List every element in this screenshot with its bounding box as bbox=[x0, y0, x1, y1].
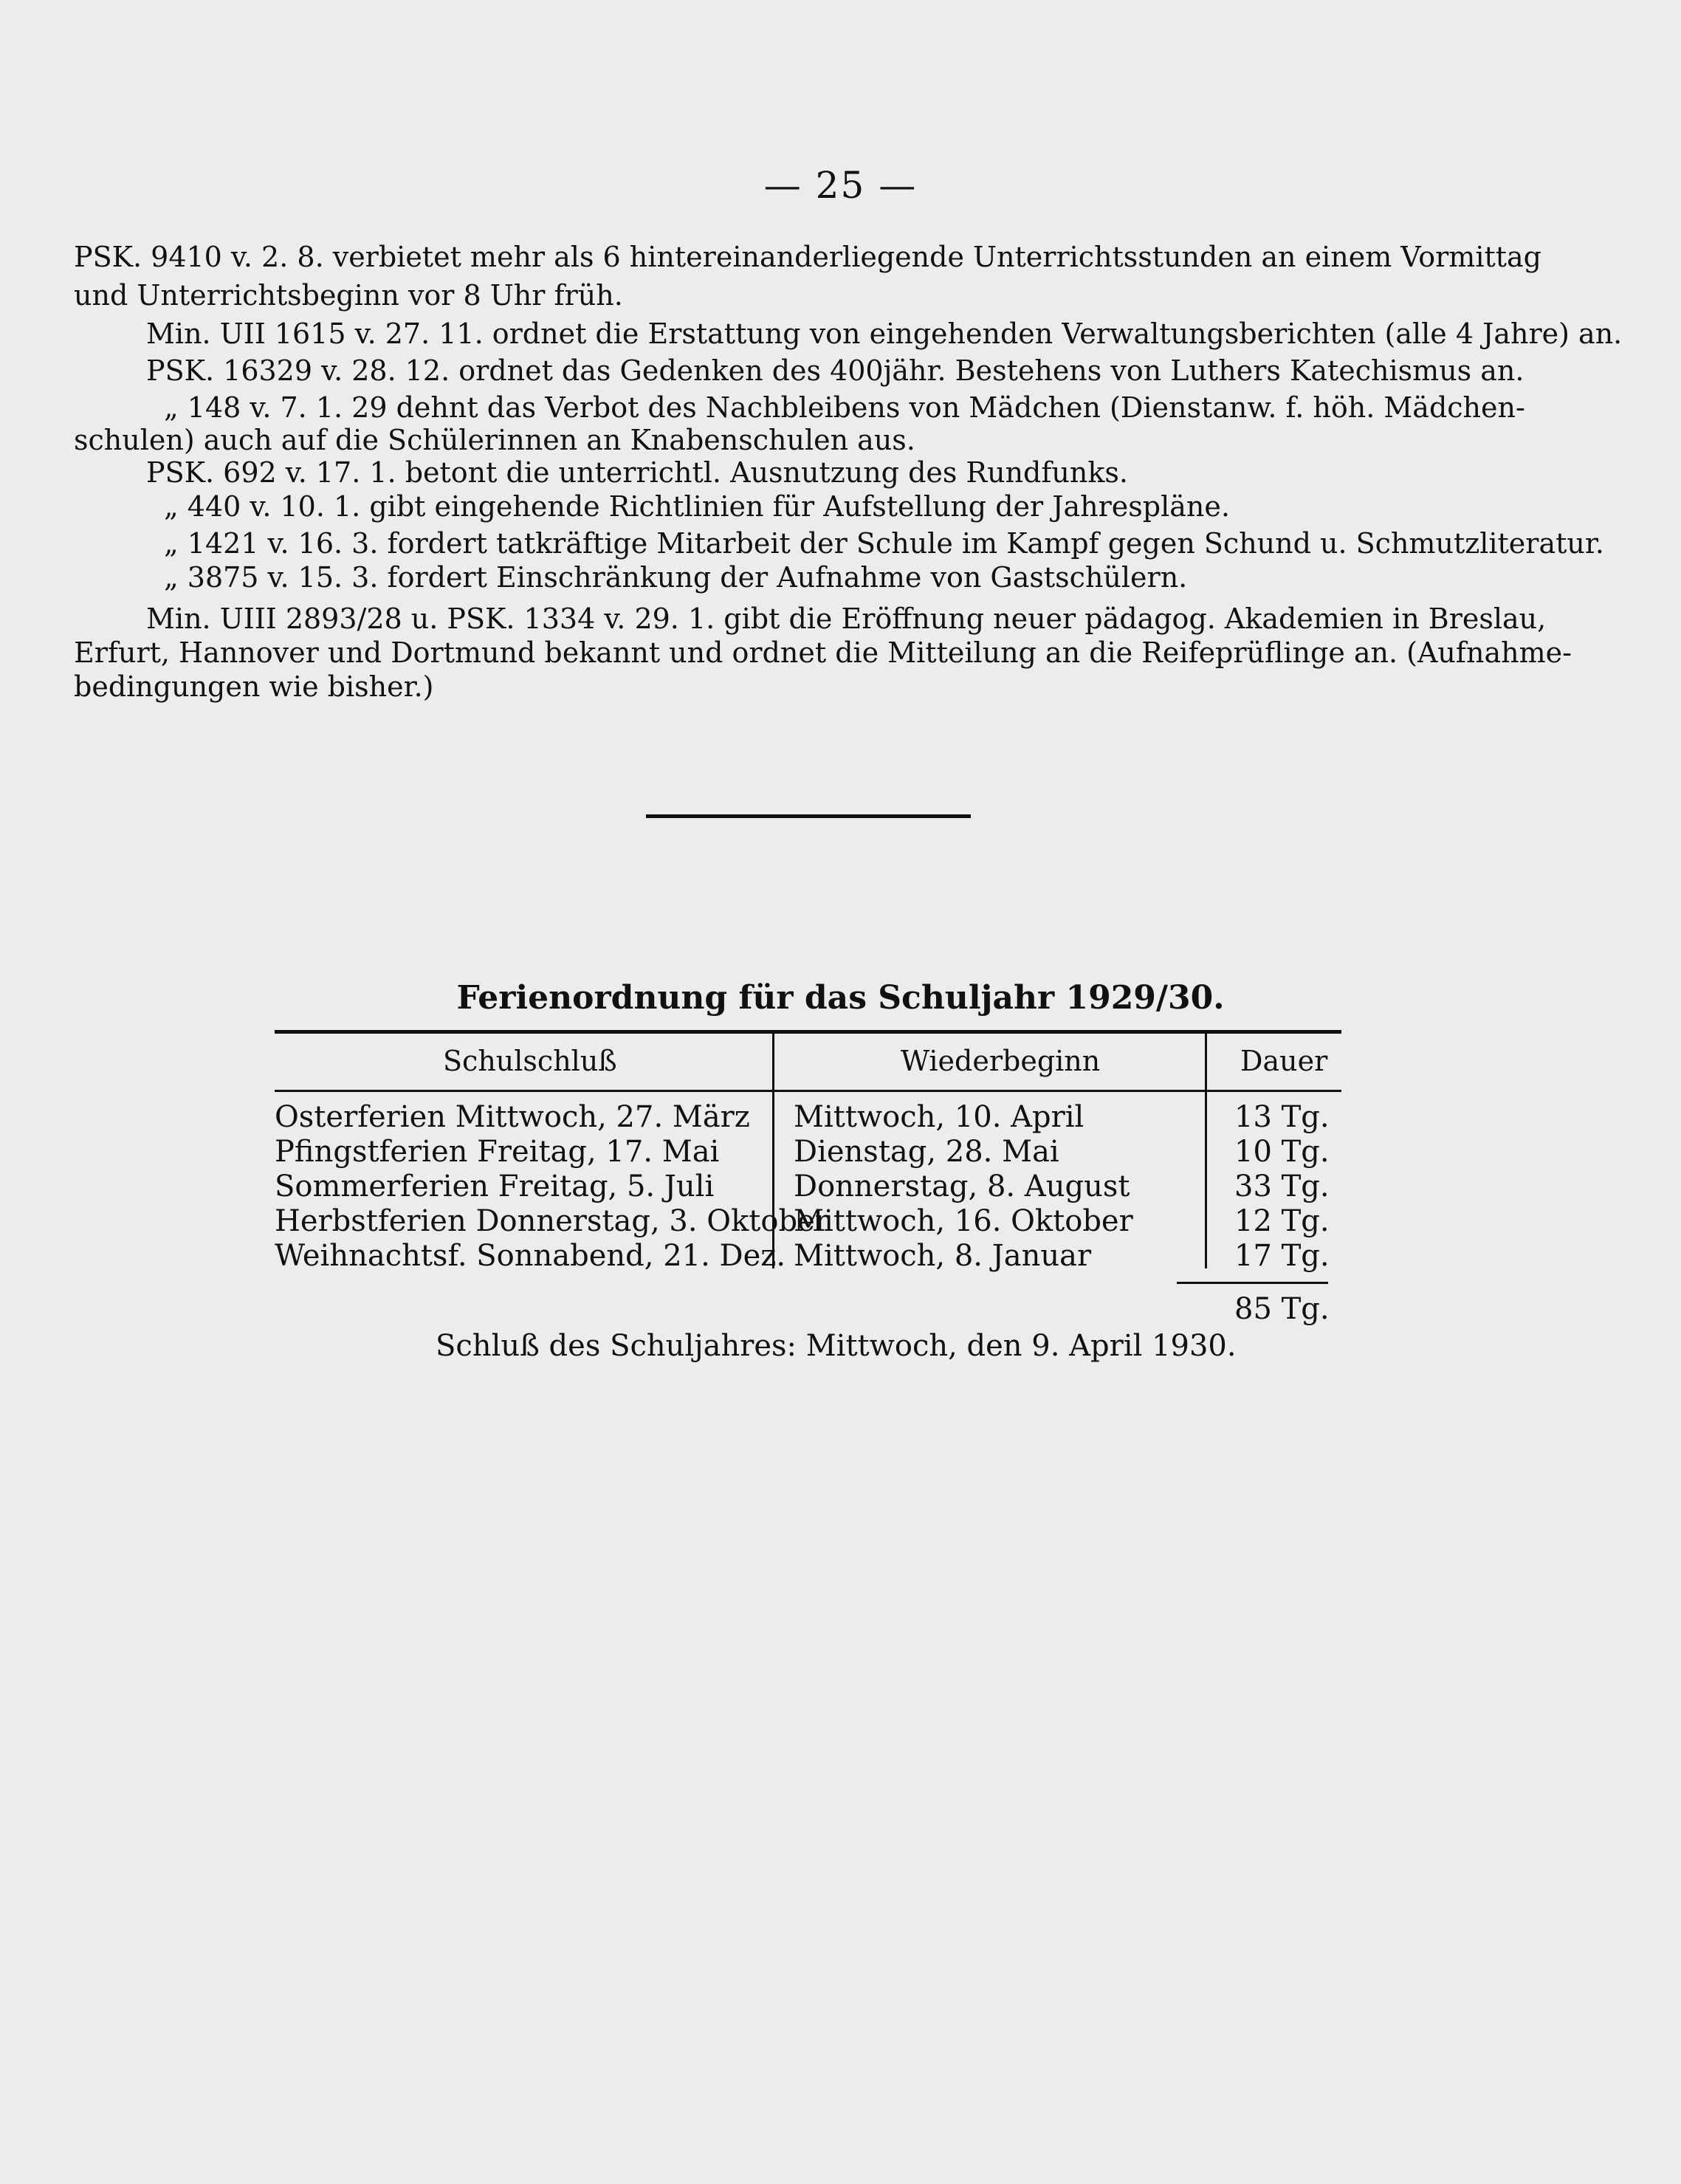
holiday-restart: Mittwoch, 10. April bbox=[794, 1100, 1084, 1134]
paragraph-line: Erfurt, Hannover und Dortmund bekannt und ordnet die Mitteilung an die Reifeprüflinge an. (Aufnahme- bbox=[74, 636, 1572, 669]
table-row bbox=[275, 1204, 829, 1238]
holiday-end: Freitag, 5. Juli bbox=[498, 1170, 715, 1203]
holiday-duration: 33 Tg. bbox=[1234, 1170, 1330, 1203]
paragraph-line: schulen) auch auf die Schülerinnen an Knabenschulen aus. bbox=[74, 424, 915, 456]
table-row bbox=[275, 1170, 714, 1203]
holiday-restart: Donnerstag, 8. August bbox=[794, 1170, 1130, 1203]
page-number: — 25 — bbox=[763, 164, 918, 207]
header-wiederbeginn: Wiederbeginn bbox=[901, 1045, 1101, 1077]
holiday-duration: 12 Tg. bbox=[1234, 1204, 1330, 1238]
paragraph-line: Min. UIII 2893/28 u. PSK. 1334 v. 29. 1. gibt die Eröffnung neuer pädagog. Akademien in Breslau, bbox=[146, 602, 1547, 635]
table-row bbox=[275, 1135, 719, 1169]
table-top-rule bbox=[275, 1030, 1341, 1034]
holiday-restart: Mittwoch, 8. Januar bbox=[794, 1239, 1092, 1273]
holiday-name: Pfingstferien bbox=[275, 1135, 468, 1169]
table-title: Ferienordnung für das Schuljahr 1929/30. bbox=[456, 979, 1225, 1017]
holiday-restart: Dienstag, 28. Mai bbox=[794, 1135, 1059, 1169]
paragraph-line: bedingungen wie bisher.) bbox=[74, 670, 434, 703]
paragraph-line: Min. UII 1615 v. 27. 11. ordnet die Erstattung von eingehenden Verwaltungsberichten (alle 4 Jahre) an. bbox=[146, 317, 1623, 350]
paragraph-line: „ 3875 v. 15. 3. fordert Einschränkung der Aufnahme von Gastschülern. bbox=[164, 561, 1188, 594]
paragraph-line: und Unterrichtsbeginn vor 8 Uhr früh. bbox=[74, 279, 623, 312]
holiday-end: Freitag, 17. Mai bbox=[477, 1135, 720, 1169]
column-divider bbox=[1205, 1034, 1207, 1268]
table-header-rule bbox=[275, 1090, 1341, 1092]
holiday-end: Donnerstag, 3. Oktober bbox=[475, 1204, 829, 1238]
holiday-end: Sonnabend, 21. Dez. bbox=[476, 1239, 786, 1273]
section-divider bbox=[646, 814, 971, 818]
holiday-duration: 17 Tg. bbox=[1234, 1239, 1330, 1273]
holiday-duration: 10 Tg. bbox=[1234, 1135, 1330, 1169]
holiday-name: Sommerferien bbox=[275, 1170, 489, 1203]
paragraph-line: PSK. 16329 v. 28. 12. ordnet das Gedenken des 400jähr. Bestehens von Luthers Katechismus an. bbox=[146, 354, 1524, 387]
sum-rule bbox=[1177, 1282, 1328, 1284]
table-row bbox=[275, 1100, 750, 1134]
holiday-duration: 13 Tg. bbox=[1234, 1100, 1330, 1134]
holiday-restart: Mittwoch, 16. Oktober bbox=[794, 1204, 1133, 1238]
paragraph-line: „ 148 v. 7. 1. 29 dehnt das Verbot des Nachbleibens von Mädchen (Dienstanw. f. höh. Mädchen- bbox=[164, 391, 1525, 424]
holiday-name: Osterferien bbox=[275, 1100, 447, 1134]
header-dauer: Dauer bbox=[1240, 1045, 1328, 1077]
paragraph-line: PSK. 692 v. 17. 1. betont die unterrichtl. Ausnutzung des Rundfunks. bbox=[146, 456, 1128, 489]
paragraph-line: PSK. 9410 v. 2. 8. verbietet mehr als 6 hintereinanderliegende Unterrichtsstunden an einem Vormittag bbox=[74, 241, 1542, 273]
paragraph-line: „ 1421 v. 16. 3. fordert tatkräftige Mitarbeit der Schule im Kampf gegen Schund u. Schmutzliteratur. bbox=[164, 527, 1604, 560]
school-year-end: Schluß des Schuljahres: Mittwoch, den 9. April 1930. bbox=[436, 1329, 1237, 1363]
table-row bbox=[275, 1239, 786, 1273]
header-schulschluss: Schulschluß bbox=[443, 1045, 617, 1077]
holiday-name: Weihnachtsf. bbox=[275, 1239, 467, 1273]
holiday-end: Mittwoch, 27. März bbox=[455, 1100, 750, 1134]
holiday-name: Herbstferien bbox=[275, 1204, 467, 1238]
paragraph-line: „ 440 v. 10. 1. gibt eingehende Richtlinien für Aufstellung der Jahrespläne. bbox=[164, 490, 1230, 523]
total-duration: 85 Tg. bbox=[1234, 1292, 1330, 1326]
